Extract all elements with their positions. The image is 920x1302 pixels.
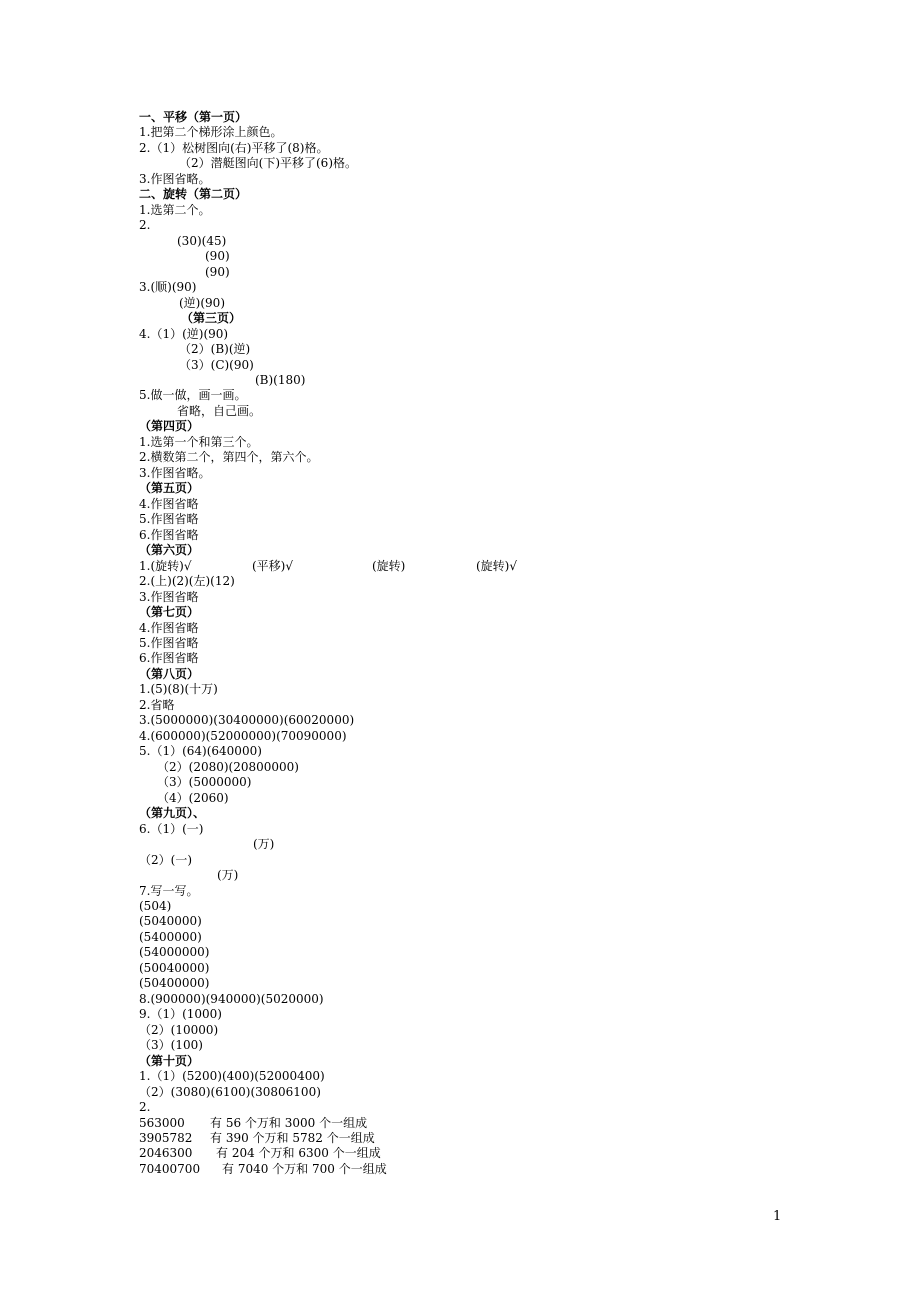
- answer-line: 2.横数第二个，第四个，第六个。: [139, 450, 319, 465]
- answer-line: (逆)(90): [179, 295, 225, 310]
- answer-line: (50400000): [139, 976, 210, 991]
- answer-line: (504): [139, 898, 172, 913]
- answer-line: 6.（1）(一): [139, 821, 204, 836]
- section-heading: （第九页）、: [139, 806, 206, 821]
- answer-line: (5400000): [139, 929, 202, 944]
- answer-line-segment: (平移)√: [252, 558, 294, 573]
- section-heading: （第八页）: [139, 666, 200, 681]
- answer-line: 9.（1）(1000): [139, 1007, 222, 1022]
- answer-line: 3.作图省略: [139, 589, 199, 604]
- answer-line-segment: 有 56 个万和 3000 个一组成: [210, 1115, 368, 1130]
- section-heading: （第十页）: [139, 1053, 200, 1068]
- answer-line: (90): [205, 249, 230, 264]
- answer-line: 省略，自己画。: [177, 403, 262, 418]
- answer-line: 3.作图省略。: [139, 171, 211, 186]
- answer-line: 2.（1）松树图向(右)平移了(8)格。: [139, 140, 329, 155]
- section-heading: （第三页）: [181, 311, 242, 326]
- answer-line: 3.(顺)(90): [139, 280, 197, 295]
- answer-line: 5.（1）(64)(640000): [139, 744, 262, 759]
- answer-line: 2.: [139, 1100, 151, 1115]
- answer-line: (B)(180): [255, 372, 306, 387]
- answer-line: 1.把第二个梯形涂上颜色。: [139, 125, 283, 140]
- answer-line: （4）(2060): [157, 790, 229, 805]
- answer-line: (万): [253, 837, 275, 852]
- page-number: 1: [773, 1209, 782, 1224]
- answer-line: 8.(900000)(940000)(5020000): [139, 991, 324, 1006]
- answer-line-segment: 有 204 个万和 6300 个一组成: [216, 1146, 381, 1161]
- answer-line: 4.作图省略: [139, 496, 199, 511]
- answer-line: （2）(B)(逆): [179, 342, 251, 357]
- answer-line-segment: 有 7040 个万和 700 个一组成: [222, 1161, 387, 1176]
- answer-line: （2）(3080)(6100)(30806100): [139, 1084, 321, 1099]
- section-heading: （第七页）: [139, 605, 200, 620]
- answer-line: 3905782: [139, 1131, 193, 1146]
- answer-line: 2046300: [139, 1146, 193, 1161]
- answer-line-segment: (旋转): [372, 558, 406, 573]
- answer-line: 1.(旋转)√: [139, 558, 192, 573]
- answer-line: (5040000): [139, 914, 202, 929]
- answer-line: 7.写一写。: [139, 883, 199, 898]
- answer-line-segment: (旋转)√: [476, 558, 518, 573]
- answer-line: (90): [205, 264, 230, 279]
- answer-line: 2.(上)(2)(左)(12): [139, 574, 235, 589]
- answer-line: 6.作图省略: [139, 527, 199, 542]
- answer-line: 1.(5)(8)(十万): [139, 682, 218, 697]
- answer-line: 1.选第二个。: [139, 202, 211, 217]
- answer-line: 5.做一做，画一画。: [139, 388, 247, 403]
- answer-line: 5.作图省略: [139, 512, 199, 527]
- answer-line: 5.作图省略: [139, 635, 199, 650]
- answer-line: 1.选第一个和第三个。: [139, 434, 259, 449]
- answer-line: (50040000): [139, 960, 210, 975]
- answer-line: (30)(45): [177, 233, 227, 248]
- answer-line: 4.作图省略: [139, 620, 199, 635]
- answer-line: 2.: [139, 218, 151, 233]
- answer-line: 3.(5000000)(30400000)(60020000): [139, 713, 355, 728]
- section-heading: 一、平移（第一页）: [139, 110, 248, 124]
- answer-line: （2）(一): [139, 852, 192, 867]
- answer-line: 70400700: [139, 1161, 201, 1176]
- section-heading: （第六页）: [139, 543, 200, 558]
- answer-line: （3）(5000000): [157, 775, 252, 790]
- answer-line: (万): [217, 868, 239, 883]
- answer-line: （2）(2080)(20800000): [157, 759, 299, 774]
- answer-line: 4.(600000)(52000000)(70090000): [139, 728, 347, 743]
- section-heading: （第四页）: [139, 419, 200, 434]
- answer-line: 6.作图省略: [139, 651, 199, 666]
- answer-line: （2）(10000): [139, 1022, 219, 1037]
- answer-line: 2.省略: [139, 697, 175, 712]
- answer-line: （2）潜艇图向(下)平移了(6)格。: [179, 156, 357, 171]
- section-heading: （第五页）: [139, 481, 200, 496]
- answer-line: （3）(100): [139, 1038, 203, 1053]
- answer-line: 3.作图省略。: [139, 465, 211, 480]
- answer-line: （3）(C)(90): [179, 357, 254, 372]
- section-heading: 二、旋转（第二页）: [139, 187, 248, 202]
- answer-line: 563000: [139, 1115, 185, 1130]
- answer-line: 4.（1）(逆)(90): [139, 326, 229, 341]
- answer-line: 1.（1）(5200)(400)(52000400): [139, 1069, 325, 1084]
- answer-line: (54000000): [139, 945, 210, 960]
- answer-line-segment: 有 390 个万和 5782 个一组成: [210, 1131, 375, 1146]
